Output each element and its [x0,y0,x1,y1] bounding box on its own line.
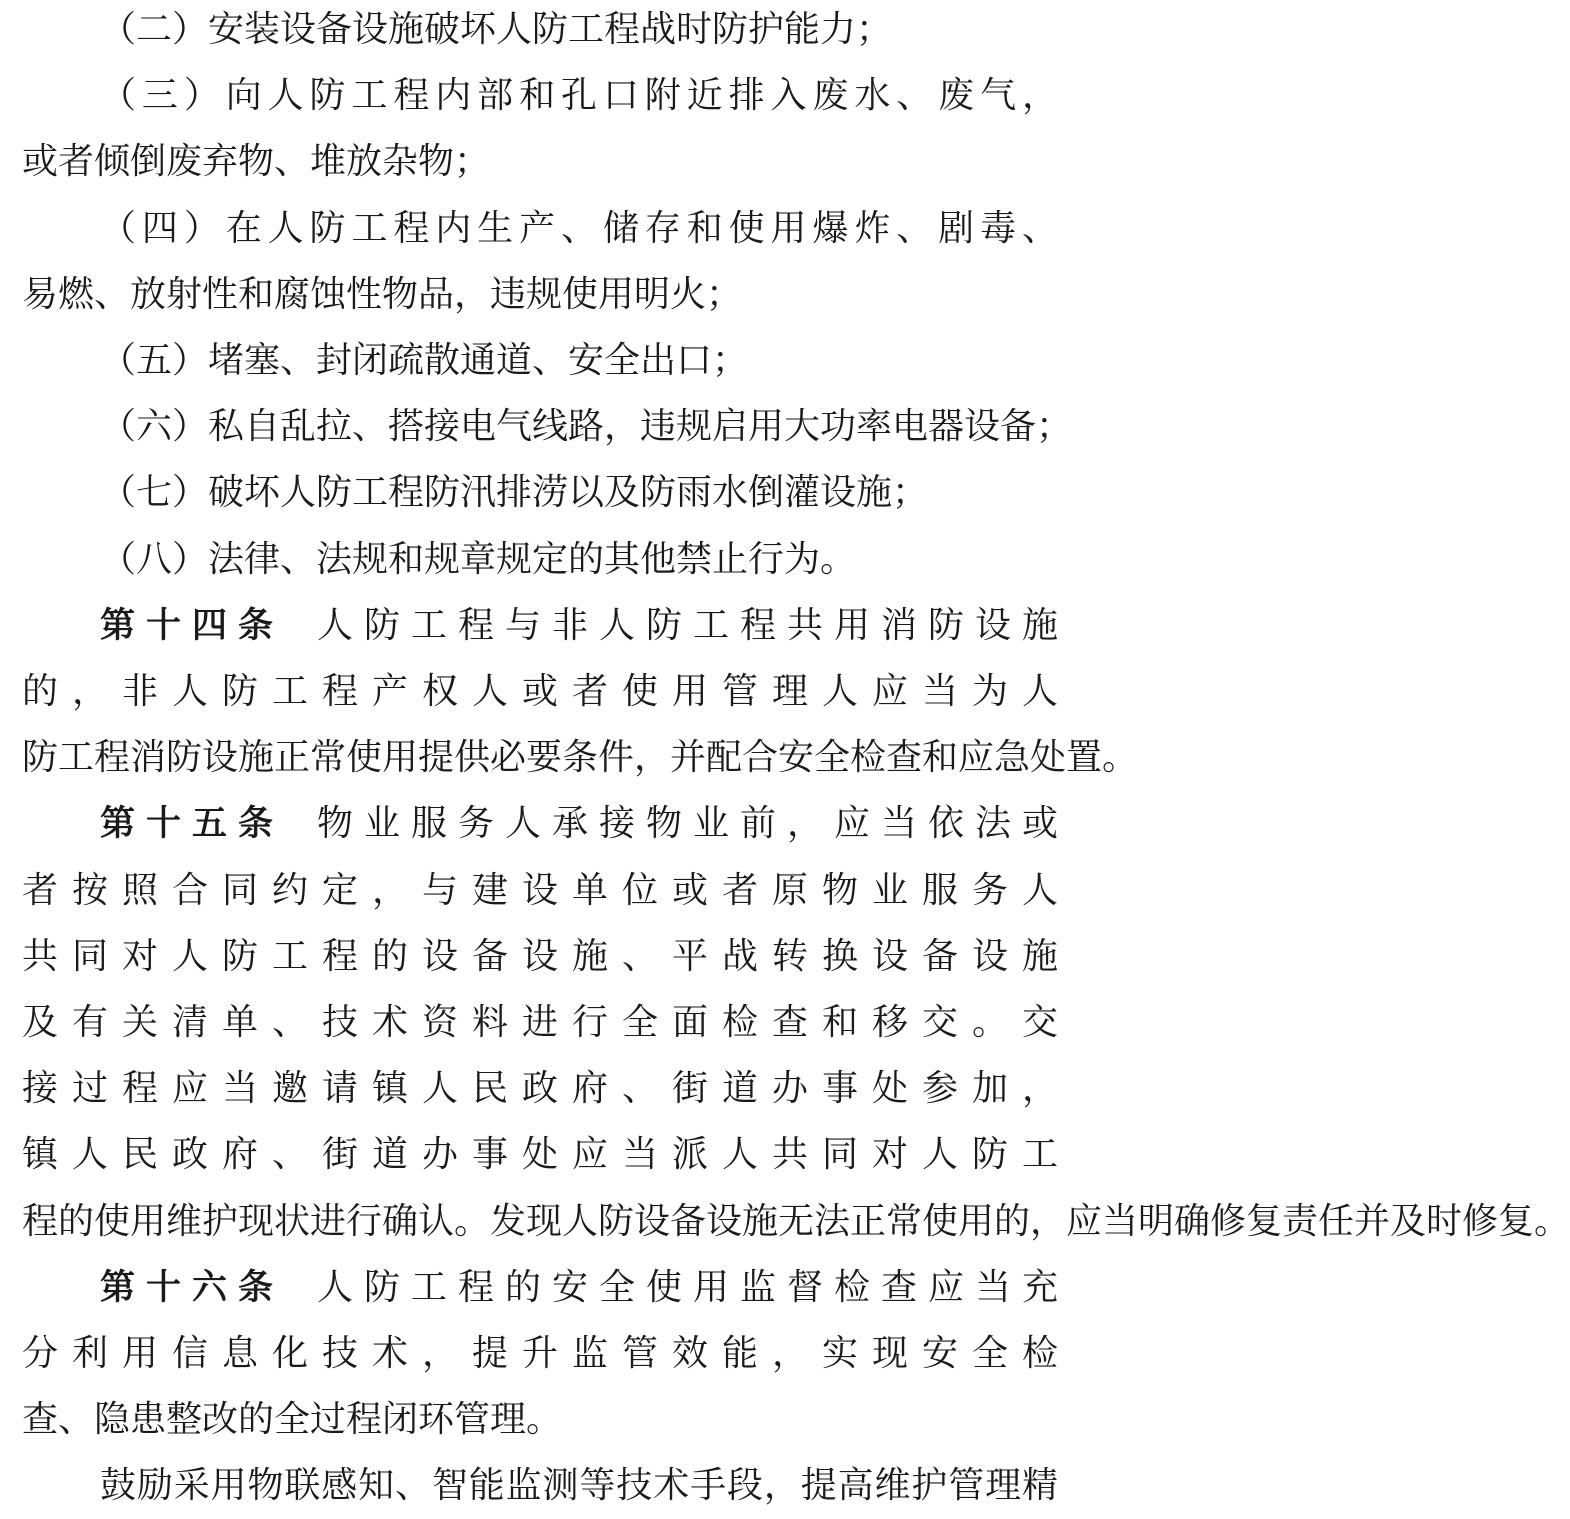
article-text: 接过程应当邀请镇人民政府、街道办事处参加， [22,1068,1058,1110]
article-text: 查、隐患整改的全过程闭环管理。 [22,1399,563,1441]
article-text: 物业服务人承接物业前，应当依法或 [306,803,1058,845]
list-item-line [0,129,1080,195]
article-line [0,1321,1080,1387]
article-line [0,990,1080,1056]
list-item-text: （六）私自乱拉、搭接电气线路，违规启用大功率电器设备； [100,406,1073,448]
paragraph-text: 鼓励采用物联感知、智能监测等技术手段，提高维护管理精 [100,1465,1058,1507]
article-number: 第十五条 [100,804,284,845]
list-item-line [0,328,1080,394]
article-line [0,659,1080,725]
list-item-text: （二）安装设备设施破坏人防工程战时防护能力； [100,9,893,50]
article-gap [284,593,306,659]
paragraph-line [0,1453,1080,1519]
list-item-text: （七）破坏人防工程防汛排涝以及防雨水倒灌设施； [100,472,929,514]
article-line [0,1387,1080,1453]
list-item-line [0,196,1080,262]
list-item-text: （四）在人防工程内生产、储存和使用爆炸、剧毒、 [100,207,1058,249]
article-line [0,791,1080,857]
article-text: 人防工程与非人防工程共用消防设施 [306,604,1058,646]
article-text: 镇人民政府、街道办事处应当派人共同对人防工 [22,1134,1058,1176]
article-text: 者按照合同约定，与建设单位或者原物业服务人 [22,869,1058,911]
article-line [0,725,1139,791]
article-line [0,1056,1080,1122]
list-item-line [0,460,1080,526]
article-text: 及有关清单、技术资料进行全面检查和移交。交 [22,1002,1058,1043]
list-item-text: （三）向人防工程内部和孔口附近排入废水、废气， [100,75,1058,117]
list-item-text: （八）法律、法规和规章规定的其他禁止行为。 [100,538,857,580]
article-line [0,1122,1080,1188]
list-item-text: （五）堵塞、封闭疏散通道、安全出口； [100,340,749,381]
list-item-text: 易燃、放射性和腐蚀性物品，违规使用明火； [22,273,743,315]
article-line [0,1189,1570,1255]
article-text: 共同对人防工程的设备设施、平战转换设备设施 [22,935,1058,977]
article-line [0,1255,1080,1321]
article-text: 分利用信息化技术，提升监管效能，实现安全检 [22,1333,1058,1374]
article-number: 第十六条 [100,1267,284,1308]
list-item-line [0,0,1080,63]
article-text: 人防工程的安全使用监督检查应当充 [306,1266,1058,1308]
list-item-line [0,63,1080,129]
article-gap [284,791,306,857]
list-item-line [0,262,1080,328]
article-text: 程的使用维护现状进行确认。发现人防设备设施无法正常使用的，应当明确修复责任并及时修复。 [22,1200,1570,1242]
list-item-line [0,527,1080,593]
article-number: 第十四条 [100,605,284,646]
article-gap [284,1255,306,1321]
article-line [0,858,1080,924]
list-item-line [0,394,1080,460]
list-item-text: 或者倾倒废弃物、堆放杂物； [22,141,491,183]
article-text: 防工程消防设施正常使用提供必要条件，并配合安全检查和应急处置。 [22,737,1139,779]
article-line [0,593,1080,659]
article-line [0,924,1080,990]
article-text: 的，非人防工程产权人或者使用管理人应当为人 [22,671,1058,712]
